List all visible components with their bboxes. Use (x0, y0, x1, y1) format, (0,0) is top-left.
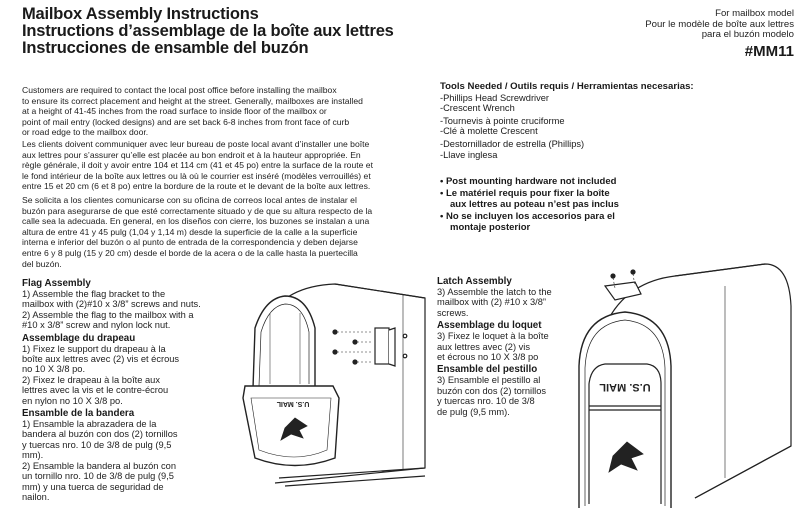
title-english: Mailbox Assembly Instructions (22, 5, 259, 23)
flag-step-line: 2) Fixez le drapeau à la boîte aux (22, 374, 160, 385)
flag-step-line: no 10 X 3/8 po. (22, 364, 86, 375)
intro-fr-line: Les clients doivent communiquer avec leur bureau de poste local avant d’installer une boîte (22, 139, 370, 149)
latch-step-line: y tuercas nro. 10 de 3/8 (437, 396, 535, 407)
latch-step-line: buzón con dos (2) tornillos (437, 385, 547, 396)
flag-step-line: bandera al buzón con dos (2) tornillos (22, 429, 178, 440)
flag-step-line: 1) Ensamble la abrazadera de la (22, 419, 157, 430)
intro-es-line: del buzón. (22, 258, 62, 269)
intro-es-line: Se solicita a los clientes comunicarse con su oficina de correos local antes de instalar el (22, 195, 357, 205)
intro-french (22, 139, 427, 192)
latch-heading-spanish: Ensamble del pestillo (437, 364, 538, 376)
latch-step-line: aux lettres avec (2) vis (437, 341, 531, 352)
intro-fr-line: le fond intérieur de la boîte aux lettres ou là où le courrier est inséré (modèles verrouillés) et (22, 170, 371, 181)
note-line: • Le matériel requis pour fixer la boîte (440, 187, 610, 199)
intro-es-line: interna e inferior del buzón o al punto de entrada de la correspondencia y deben dejarse (22, 237, 358, 248)
flag-assembly-section (22, 278, 222, 502)
flag-step-line: mm) y una tuerca de seguridad de (22, 481, 164, 492)
flag-step-line: nailon. (22, 491, 50, 502)
flag-heading-english: Flag Assembly (22, 278, 91, 289)
latch-heading-french: Assemblage du loquet (437, 320, 542, 332)
note-line: aux lettres au poteau n’est pas inclus (450, 199, 619, 210)
tool-item: -Llave inglesa (440, 149, 498, 160)
note-line: montaje posterior (450, 222, 531, 233)
flag-step-line: boîte aux lettres avec (2) vis et écrous (22, 354, 180, 365)
intro-fr-line: aux lettres pour s’assurer qu’elle est placée au bon endroit et à la hauteur appropriée. En (22, 149, 361, 160)
tool-item: -Crescent Wrench (440, 103, 515, 114)
title-french: Instructions d’assemblage de la boîte aux lettres (22, 22, 394, 40)
model-number: #MM11 (744, 42, 794, 60)
title-spanish: Instrucciones de ensamble del buzón (22, 39, 309, 57)
flag-heading-spanish: Ensamble de la bandera (22, 408, 135, 420)
model-label-french: Pour le modèle de boîte aux lettres (645, 18, 794, 30)
flag-step-line: mm). (22, 450, 44, 461)
latch-step-line: de pulg (9,5 mm). (437, 406, 510, 417)
intro-en-line: point of mail entry (locked designs) and are set back 6-8 inches from front face of curb (22, 116, 350, 127)
latch-assembly-illustration (565, 246, 795, 520)
door-emblem-text: U.S. MAIL (276, 400, 310, 407)
flag-step-line: 2) Assemble the flag to the mailbox with a (22, 309, 194, 320)
flag-step-line: en nylon no 10 X 3/8 po. (22, 395, 123, 406)
latch-step-line: 3) Assemble the latch to the (437, 287, 552, 297)
flag-heading-french: Assemblage du drapeau (22, 332, 136, 344)
tool-item: -Phillips Head Screwdriver (440, 92, 550, 103)
tool-item: -Destornillador de estrella (Phillips) (440, 138, 585, 149)
model-block (534, 9, 794, 60)
intro-en-line: to ensure its correct placement and height at the street. Generally, mailboxes are installed (22, 95, 363, 106)
latch-assembly-section (437, 276, 577, 417)
intro-es-line: buzón para asegurarse de que esté correctamente situado y de que su altura respecto de la (22, 205, 373, 216)
intro-fr-line: règle générale, il doit y avoir entre 104 et 114 cm (41 et 45 po) entre la surface de la route et (22, 160, 373, 171)
intro-spanish (22, 195, 427, 269)
intro-english (22, 85, 427, 138)
latch-step-line: et écrous no 10 X 3/8 po (437, 352, 539, 363)
flag-step-line: 1) Fixez le support du drapeau à la (22, 343, 166, 354)
flag-step-line: #10 x 3/8” screw and nylon lock nut. (22, 320, 171, 331)
intro-es-line: altura de entre 41 y 45 pulg (1,04 y 1,14 m) desde la superficie de la calle a la superficie (22, 226, 358, 237)
note-line: • No se incluyen los accesorios para el (440, 210, 615, 222)
note-line: • Post mounting hardware not included (440, 176, 617, 187)
latch-step-line: 3) Ensamble el pestillo al (437, 375, 541, 386)
door-emblem-text: U.S. MAIL (599, 381, 651, 393)
intro-en-line: Customers are required to contact the local post office before installing the mailbox (22, 85, 337, 95)
flag-step-line: mailbox with (2)#10 x 3/8” screws and nuts. (22, 299, 201, 310)
tools-heading: Tools Needed / Outils requis / Herramientas necesarias: (440, 81, 694, 92)
latch-step-line: mailbox with (2) #10 x 3/8” (437, 297, 547, 308)
flag-step-line: 2) Ensamble la bandera al buzón con (22, 460, 177, 471)
tool-item: -Clé à molette Crescent (440, 126, 538, 137)
tool-item: -Tournevis à pointe cruciforme (440, 115, 565, 126)
tools-section (440, 82, 800, 160)
intro-es-line: entre 6 y 8 pulg (15 y 20 cm) desde el borde de la acera o de la calle hasta la puertecilla (22, 247, 358, 258)
intro-en-line: or road edge to the mailbox door. (22, 127, 149, 138)
model-label-english: For mailbox model (715, 8, 794, 19)
flag-step-line: un tornillo nro. 10 de 3/8 de pulg (9,5 (22, 471, 174, 482)
intro-fr-line: entre 15 et 20 cm (6 et 8 po) entre la bordure de la route et le devant de la boîte aux lettres. (22, 181, 371, 192)
latch-step-line: 3) Fixez le loquet à la boîte (437, 331, 549, 342)
latch-heading-english: Latch Assembly (437, 276, 512, 287)
intro-en-line: at a height of 41-45 inches from the road surface to inside floor of the mailbox or (22, 106, 327, 117)
latch-step-line: screws. (437, 307, 469, 318)
flag-assembly-illustration (215, 268, 435, 516)
intro-es-line: calle sea la adecuada. En general, en los diseños con cierre, los buzones se instalan a una (22, 216, 370, 227)
flag-step-line: y tuercas nro. 10 de 3/8 de pulg (9,5 (22, 439, 172, 450)
flag-step-line: 1) Assemble the flag bracket to the (22, 289, 166, 299)
model-label-spanish: para el buzón modelo (701, 29, 794, 40)
flag-step-line: lettres avec la vis et le contre-écrou (22, 385, 169, 396)
hardware-notes (440, 176, 800, 234)
